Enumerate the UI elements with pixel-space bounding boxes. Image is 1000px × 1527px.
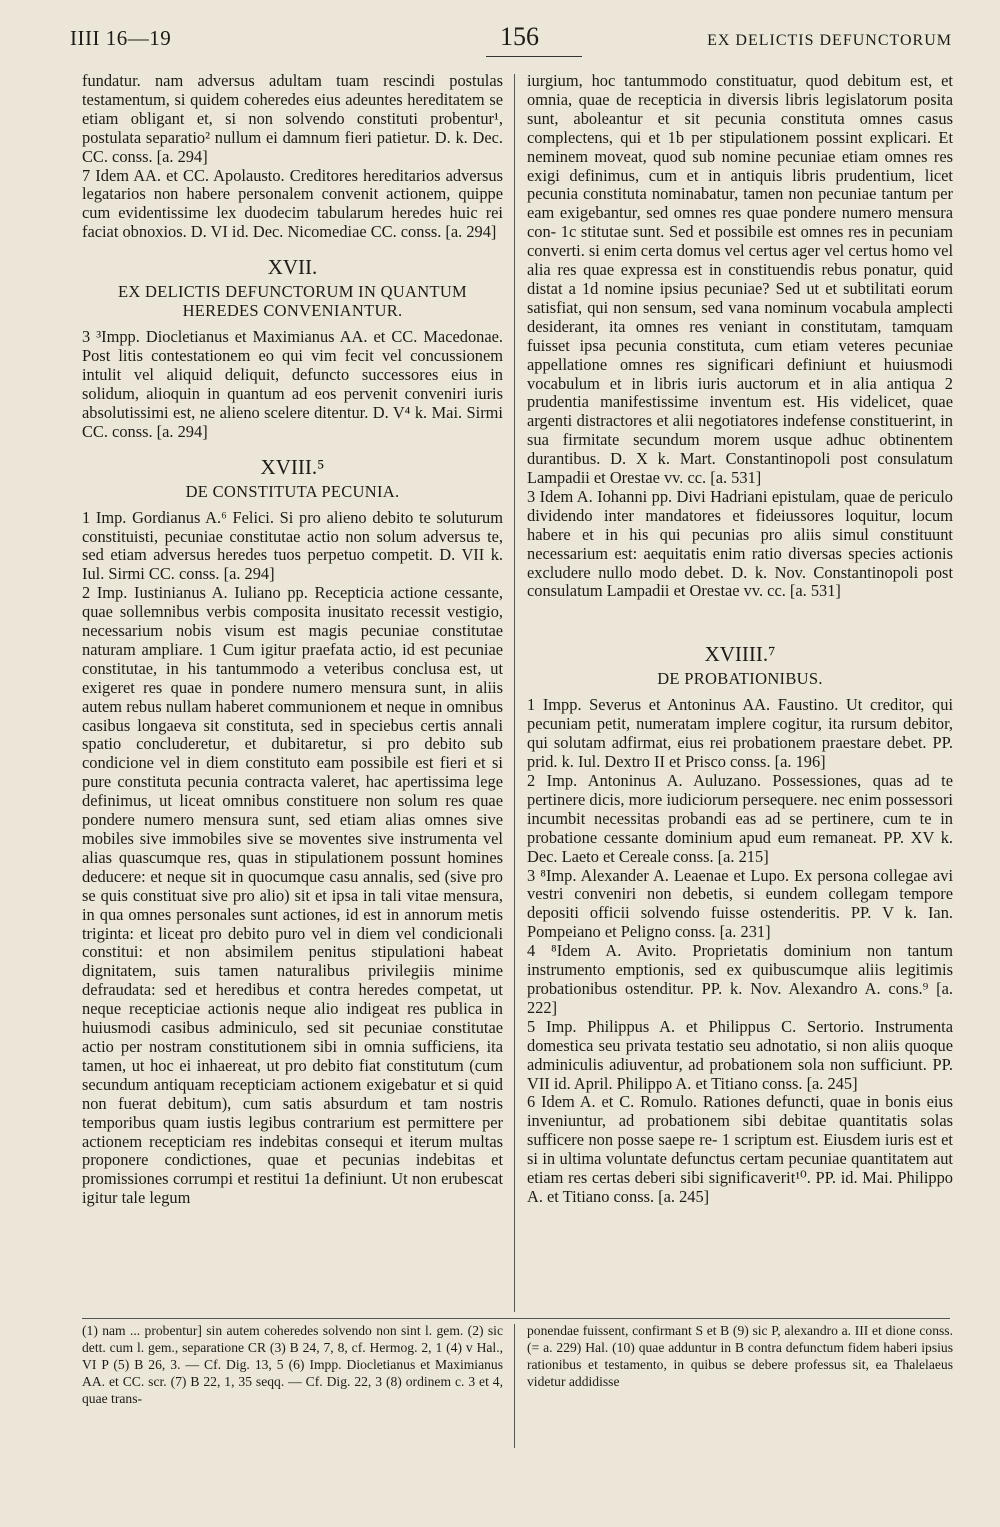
paragraph: 5 Imp. Philippus A. et Philippus C. Sertorio. Instrumenta domestica seu privata testatio seu adnotatio, si non aliis quoque adminiculis adiuventur, ad probationem sola non sufficiunt. PP. VII id. April. Philippo A. et Titiano conss. [a. 245] xyxy=(527,1016,953,1093)
paragraph: 2 Imp. Antoninus A. Auluzano. Possessiones, quas ad te pertinere dicis, more iudiciorum persequere. nec enim possessori incumbit necessitas probandi eas ad se pertinere, cum te in probatione cessante dominium apud eum remaneat. PP. XV k. Dec. Laeto et Cereale conss. [a. 215] xyxy=(527,771,953,866)
section-number: XVIII.⁵ xyxy=(260,454,325,479)
paragraph: 3 ⁸Imp. Alexander A. Leaenae et Lupo. Ex persona collegae avi vestri conveniri non debetis, si eundem collegam tempore depositi officii solvendo fuisse ostenderitis. PP. V k. Ian. Pompeiano et Peligno conss. [a. 231] xyxy=(527,865,953,942)
paragraph: 1 Imp. Gordianus A.⁶ Felici. Si pro alieno debito te soluturum constituisti, pecuniae constitutae actio non solum adversus te, sed etiam adversus heredes tuos perpetuo competit. D. VII k. Iul. Sirmi CC. conss. [a. 294] xyxy=(82,507,503,584)
section-number: XVII. xyxy=(267,255,318,280)
paragraph: 6 Idem A. et C. Romulo. Rationes defuncti, quae in bonis eius inveniuntur, ad probationem sibi debitae quantitatis solas sufficere non posse saepe re- 1 scriptum est. Eiusdem iuris est et si in ultima voluntate defunctus certam pecuniae quantitatem aut etiam res certas deberi sibi significaverit¹⁰. PP. id. Mai. Philippo A. et Titiano conss. [a. 245] xyxy=(527,1092,953,1206)
section-title: DE CONSTITUTA PECUNIA. xyxy=(185,481,400,501)
section-title: EX DELICTIS DEFUNCTORUM IN QUANTUM HEREDES CONVENIANTUR. xyxy=(117,282,468,321)
paragraph: 4 ⁸Idem A. Avito. Proprietatis dominium non tantum instrumento emptionis, sed ex quibuscumque aliis legitimis probationibus ostenditur. PP. k. Nov. Alexandro A. cons.⁹ [a. 222] xyxy=(527,941,953,1017)
header-title: EX DELICTIS DEFUNCTORUM xyxy=(707,32,952,49)
page-number-rule xyxy=(486,56,582,57)
section-number: XVIIII.⁷ xyxy=(704,642,776,667)
page-number: 156 xyxy=(500,22,539,51)
footnotes-left xyxy=(82,1322,503,1407)
paragraph: 2 Imp. Iustinianus A. Iuliano pp. Recepticia actione cessante, quae sollemnibus verbis composita inusitato recessit vestigio, necessarium nobis visum est magis pecuniae constitutae naturam ampliare. 1 Cum igitur praefata actio, id est pecuniae constitutae, in his tantummodo a veteribus conclusa est, ut exigeret res quae in pondere numero mensura sunt, in aliis autem rebus nullam haberet communionem et neque in omnibus casibus longaeva sit constituta, sed in speciebus certis annali spatio concluderetur, et dubitaretur, si pro debito sub condicione vel in diem constituto eam possibile est fieri et si pure constituta pecunia contracta valeret, hac apertissima lege definimus, ut liceat omnibus constituere non solum res quae pondere numero mensura sunt, sed etiam alias omnes sive mobiles sive immobiles sive se moventes sive instrumenta vel alias quascumque res, quas in stipulationem possunt homines deducere: et neque sit in quocumque casu annalis, sed (sive pro se quis constituat sive pro alio) sit et ipsa in tali vitae mensura, in qua omnes personales sunt actiones, id est in annorum metis triginta: et liceat pro debito puro vel in diem vel condicionali constitui: et non absimilem penitus stipulationi habeat dignitatem, suis tamen naturalibus privilegiis minime defraudata: sed et heredibus et contra heredes competat, ut neque recepticiae actionis neque alio indigeat res publica in huiusmodi casibus adminiculo, sed sit pecuniae constitutae actio per nostram constitutionem sibi in omnia sufficiens, ita tamen, ut hoc ei inhaereat, ut pro debito fiat constitutum (cum secundum antiquam recepticiam actionem exigebatur et si quid non fuerat debitum), cum satis absurdum et tam nostris temporibus quam iustis legibus contrarium est permittere per actionem recepticiam res indebitas consequi et iterum multas proponere condictiones, quae et pecunias indebitas et promissiones corrumpi et restitui 1a definiunt. Ut non erubescat igitur tale legum xyxy=(82,583,503,1208)
paragraph: 1 Impp. Severus et Antoninus AA. Faustino. Ut creditor, qui pecuniam petit, numeratam implere cogitur, ita rursum debitor, qui solutam adfirmat, eius rei probationem praestare debet. PP. prid. k. Iul. Dextro II et Prisco conss. [a. 196] xyxy=(527,695,953,772)
header-book-range: IIII 16—19 xyxy=(70,26,172,50)
paragraph: 3 ³Impp. Diocletianus et Maximianus AA. et CC. Macedonae. Post litis contestationem eo qui vim fecit vel concussionem intulit vel aliquid deliquit, defuncto successores eius in solidum, alioquin in quantum ad eos pervenit conveniri iuris absolutissimi est, ne alieno scelere ditentur. D. V⁴ k. Mai. Sirmi CC. conss. [a. 294] xyxy=(82,327,503,441)
right-column xyxy=(527,72,953,1207)
footnote-text: (1) nam ... probentur] sin autem coheredes solvendo non sint l. gem. (2) sic dett. cum l. gem., separatione CR (3) B 24, 7, 8, cf. Hermog. 2, 1 (4) v Hal., VI P (5) B 26, 3. — Cf. Dig. 13, 5 (6) Impp. Diocletianus et Maximianus AA. et CC. scr. (7) B 22, 1, 35 seqq. — Cf. Dig. 22, 3 (8) ordinem c. 3 et 4, quae trans- xyxy=(82,1323,503,1406)
section-title: DE PROBATIONIBUS. xyxy=(657,669,823,689)
running-header xyxy=(70,22,952,62)
paragraph: fundatur. nam adversus adultam tuam rescindi postulas testamentum, si quidem coheredes eius adeuntes hereditatem se etiam obligant et, si non solvendo constituti probentur¹, postulata separatio² nullum ei damnum fieri patietur. D. k. Dec. CC. conss. [a. 294] xyxy=(82,71,503,166)
footnote-rule xyxy=(82,1318,950,1319)
footnotes-right xyxy=(527,1322,953,1390)
left-column xyxy=(82,72,503,1208)
paragraph: 3 Idem A. Iohanni pp. Divi Hadriani epistulam, quae de periculo dividendo inter mandatores et fideiussores loquitur, locum habere et in his qui pecunias pro aliis simul constituunt necessarium est: aequitatis enim ratio diversas species actionis excludere nullo modo debet. D. k. Nov. Constantinopoli post consulatum Lampadii et Orestae vv. cc. [a. 531] xyxy=(527,486,953,601)
paragraph: iurgium, hoc tantummodo constituatur, quod debitum est, et omnia, quae de recepticia in diversis libris legislatorum posita sunt, aboleantur et sit pecunia constituta omnes casus complectens, qui et 1b per stipulationem possint explicari. Et neminem moveat, quod sub nomine pecuniae etiam omnes res exigi definimus, cum et in antiquis libris prudentium, licet pecunia constituta nominabatur, tamen non pecuniae tantum per eam exigebantur, sed omnes res quae pondere numero mensura con- 1c stitutae sunt. Sed et possibile est omnes res in pecuniam converti. si enim certa domus vel certus ager vel certus homo vel alia res quae expressa est in constituendis rebus ponatur, quid distat a 1d nomine ipsius pecuniae? Sed ut et subtilitati eorum satisfiat, qui non sensum, sed vana nominum vocabula amplecti desiderant, ita omnes res veniant in constitutam, tamquam fuisset ipsa pecunia constituta, cum etiam veteres pecuniae appellatione omnes res significari definiunt et huiusmodi vocabulum et in libris iuris auctorum et in alia antiqua 2 prudentia manifestissime inventum est. His videlicet, quae argenti distractores et alii negotiatores indefense constituerint, in sua firmitate secundum morem usque adhuc obtinentem durantibus. D. X k. Mart. Constantinopoli post consulatum Lampadii et Orestae vv. cc. [a. 531] xyxy=(527,71,954,488)
paragraph: 7 Idem AA. et CC. Apolausto. Creditores hereditarios adversus legatarios non habere personalem convenit actionem, quippe cum evidentissime lex duodecim tabularum heredes huic rei faciat obnoxios. D. VI id. Dec. Nicomediae CC. conss. [a. 294] xyxy=(82,165,503,242)
footnote-text: ponendae fuissent, confirmant S et B (9) sic P, alexandro a. III et dione conss. (= a. 229) Hal. (10) quae adduntur in B contra defunctum fidem haberi ipsius rationibus et testamento, in quibus se debere professus sit, ea Thalelaeus videtur addidisse xyxy=(527,1323,953,1389)
